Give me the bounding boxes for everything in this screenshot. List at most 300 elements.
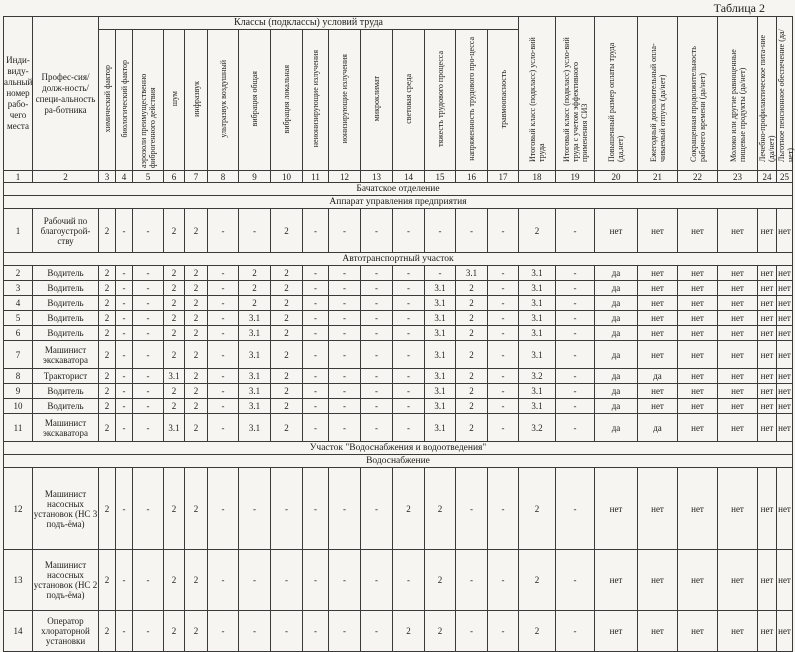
table-cell: 3.1 bbox=[239, 326, 271, 341]
table-cell: нет bbox=[777, 369, 793, 384]
table-cell: нет bbox=[638, 281, 678, 296]
table-cell: - bbox=[488, 384, 519, 399]
table-cell: 2 bbox=[185, 414, 208, 442]
table-cell: 2 bbox=[185, 341, 208, 369]
table-cell: нет bbox=[758, 414, 777, 442]
table-cell: да bbox=[595, 266, 638, 281]
table-cell: 2 bbox=[271, 209, 303, 253]
table-cell: - bbox=[208, 281, 239, 296]
table-cell: - bbox=[239, 468, 271, 550]
table-row bbox=[4, 414, 793, 442]
table-cell: - bbox=[488, 326, 519, 341]
table-cell: 2 bbox=[185, 550, 208, 611]
table-cell: - bbox=[361, 209, 393, 253]
table-cell: нет bbox=[758, 341, 777, 369]
table-cell: 3.1 bbox=[425, 311, 456, 326]
header-factor: аэрозоли преимущественно фиброгенного действия bbox=[133, 30, 164, 171]
table-cell: да bbox=[638, 369, 678, 384]
table-row bbox=[4, 550, 793, 611]
table-cell: - bbox=[208, 341, 239, 369]
table-cell: 2 bbox=[164, 468, 185, 550]
table-cell: 2 bbox=[185, 384, 208, 399]
table-cell: 2 bbox=[99, 399, 116, 414]
table-cell: да bbox=[595, 384, 638, 399]
table-cell: 2 bbox=[99, 311, 116, 326]
table-cell: 3.1 bbox=[239, 414, 271, 442]
table-cell: - bbox=[361, 414, 393, 442]
column-number: 7 bbox=[185, 171, 208, 183]
table-cell: - bbox=[393, 296, 425, 311]
table-cell: - bbox=[208, 611, 239, 652]
table-cell: - bbox=[116, 399, 133, 414]
table-cell: - bbox=[393, 266, 425, 281]
header-conditions-classes: Классы (подклассы) условий труда bbox=[99, 17, 519, 30]
header-increased-pay: Повышенный размер оплаты труда (да,нет) bbox=[595, 17, 638, 171]
header-factor: ультразвук воздушный bbox=[208, 30, 239, 171]
table-cell: 3.1 bbox=[425, 296, 456, 311]
header-pension: Льготное пенсионное обеспечение (да/нет) bbox=[777, 17, 793, 171]
table-cell: да bbox=[595, 341, 638, 369]
section-row bbox=[4, 196, 793, 209]
column-number: 21 bbox=[638, 171, 678, 183]
table-cell: нет bbox=[638, 468, 678, 550]
table-cell: - bbox=[393, 341, 425, 369]
table-cell: нет bbox=[638, 341, 678, 369]
table-cell: - bbox=[303, 326, 329, 341]
profession-cell: Оператор хлораторной установки bbox=[33, 611, 99, 652]
table-cell: - bbox=[329, 281, 361, 296]
table-cell: 3.1 bbox=[519, 311, 556, 326]
table-cell: 2 bbox=[519, 468, 556, 550]
table-row bbox=[4, 611, 793, 652]
column-number: 18 bbox=[519, 171, 556, 183]
workplace-number: 9 bbox=[4, 384, 33, 399]
table-cell: нет bbox=[758, 311, 777, 326]
table-cell: нет bbox=[638, 399, 678, 414]
table-cell: 2 bbox=[185, 369, 208, 384]
table-cell: 2 bbox=[185, 468, 208, 550]
table-cell: 2 bbox=[99, 384, 116, 399]
table-cell: - bbox=[329, 266, 361, 281]
table-cell: - bbox=[208, 209, 239, 253]
table-cell: нет bbox=[678, 266, 718, 281]
profession-cell: Водитель bbox=[33, 296, 99, 311]
table-cell: 3.2 bbox=[519, 369, 556, 384]
table-cell: - bbox=[133, 341, 164, 369]
table-cell: 2 bbox=[99, 209, 116, 253]
workplace-number: 8 bbox=[4, 369, 33, 384]
table-cell: - bbox=[329, 326, 361, 341]
table-cell: 2 bbox=[271, 384, 303, 399]
table-cell: нет bbox=[777, 611, 793, 652]
table-cell: нет bbox=[638, 266, 678, 281]
table-cell: 2 bbox=[164, 384, 185, 399]
profession-cell: Водитель bbox=[33, 399, 99, 414]
table-cell: - bbox=[303, 341, 329, 369]
header-therapeutic-food: Лечебно-профилактическое пита-ние (да/нет) bbox=[758, 17, 777, 171]
table-cell: - bbox=[329, 414, 361, 442]
section-title: Участок "Водоснабжения и водоотведения" bbox=[4, 442, 793, 455]
table-cell: нет bbox=[777, 296, 793, 311]
table-cell: нет bbox=[718, 311, 758, 326]
table-cell: - bbox=[556, 281, 595, 296]
table-cell: нет bbox=[777, 468, 793, 550]
table-cell: нет bbox=[758, 468, 777, 550]
profession-cell: Водитель bbox=[33, 384, 99, 399]
table-cell: - bbox=[488, 611, 519, 652]
table-cell: 2 bbox=[519, 550, 556, 611]
table-cell: 2 bbox=[164, 296, 185, 311]
table-cell: 3.1 bbox=[239, 311, 271, 326]
table-cell: 2 bbox=[271, 399, 303, 414]
table-cell: - bbox=[116, 209, 133, 253]
column-number: 20 bbox=[595, 171, 638, 183]
table-caption: Таблица 2 bbox=[713, 1, 765, 15]
table-cell: 3.1 bbox=[425, 384, 456, 399]
table-cell: - bbox=[329, 311, 361, 326]
table-cell: - bbox=[425, 266, 456, 281]
table-cell: да bbox=[595, 326, 638, 341]
table-cell: 2 bbox=[99, 468, 116, 550]
table-cell: нет bbox=[718, 266, 758, 281]
table-cell: - bbox=[133, 266, 164, 281]
table-cell: нет bbox=[678, 369, 718, 384]
profession-cell: Водитель bbox=[33, 326, 99, 341]
table-cell: - bbox=[393, 326, 425, 341]
column-number: 6 bbox=[164, 171, 185, 183]
table-cell: - bbox=[271, 468, 303, 550]
table-cell: нет bbox=[758, 281, 777, 296]
table-cell: - bbox=[361, 296, 393, 311]
column-number: 15 bbox=[425, 171, 456, 183]
column-number: 13 bbox=[361, 171, 393, 183]
table-cell: 3.1 bbox=[425, 281, 456, 296]
table-cell: 3.1 bbox=[239, 384, 271, 399]
table-cell: 2 bbox=[239, 266, 271, 281]
profession-cell: Машинист экскаватора bbox=[33, 341, 99, 369]
table-cell: - bbox=[329, 468, 361, 550]
table-cell: 3.1 bbox=[239, 399, 271, 414]
table-cell: 2 bbox=[164, 326, 185, 341]
table-cell: 3.1 bbox=[519, 341, 556, 369]
table-cell: - bbox=[488, 296, 519, 311]
table-cell: - bbox=[208, 399, 239, 414]
profession-cell: Рабочий по благоустрой-ству bbox=[33, 209, 99, 253]
table-cell: 2 bbox=[99, 611, 116, 652]
table-cell: - bbox=[208, 311, 239, 326]
table-cell: - bbox=[303, 414, 329, 442]
table-cell: нет bbox=[777, 550, 793, 611]
table-cell: 2 bbox=[185, 326, 208, 341]
header-final-class: Итоговый класс (подкласс) усло-вий труда bbox=[519, 17, 556, 171]
profession-cell: Водитель bbox=[33, 311, 99, 326]
table-cell: 3.1 bbox=[164, 369, 185, 384]
column-number: 14 bbox=[393, 171, 425, 183]
table-cell: 2 bbox=[456, 341, 488, 369]
table-cell: 2 bbox=[271, 326, 303, 341]
table-cell: 2 bbox=[164, 311, 185, 326]
table-cell: - bbox=[361, 369, 393, 384]
table-cell: - bbox=[116, 550, 133, 611]
header-factor: микроклимат bbox=[361, 30, 393, 171]
table-cell: нет bbox=[678, 296, 718, 311]
table-cell: 3.1 bbox=[519, 266, 556, 281]
table-cell: 3.1 bbox=[425, 326, 456, 341]
table-cell: - bbox=[329, 209, 361, 253]
table-cell: 3.1 bbox=[519, 296, 556, 311]
table-cell: нет bbox=[678, 611, 718, 652]
table-cell: - bbox=[133, 209, 164, 253]
table-cell: 2 bbox=[185, 611, 208, 652]
workplace-number: 12 bbox=[4, 468, 33, 550]
table-cell: - bbox=[556, 209, 595, 253]
header-workplace-number: Инди-виду-альный номер рабо-чего места bbox=[4, 17, 33, 171]
table-cell: - bbox=[116, 414, 133, 442]
table-cell: нет bbox=[758, 296, 777, 311]
table-cell: - bbox=[208, 326, 239, 341]
table-cell: нет bbox=[758, 550, 777, 611]
table-cell: - bbox=[556, 326, 595, 341]
table-cell: - bbox=[133, 326, 164, 341]
table-cell: 3.1 bbox=[425, 341, 456, 369]
table-cell: - bbox=[116, 296, 133, 311]
table-cell: - bbox=[271, 550, 303, 611]
table-cell: - bbox=[133, 399, 164, 414]
table-cell: 2 bbox=[99, 369, 116, 384]
table-cell: да bbox=[595, 296, 638, 311]
column-number: 17 bbox=[488, 171, 519, 183]
table-cell: 2 bbox=[99, 550, 116, 611]
table-cell: - bbox=[456, 550, 488, 611]
table-cell: - bbox=[116, 311, 133, 326]
table-cell: 2 bbox=[271, 311, 303, 326]
table-cell: 2 bbox=[271, 369, 303, 384]
table-cell: - bbox=[361, 281, 393, 296]
table-cell: 2 bbox=[99, 296, 116, 311]
table-cell: 2 bbox=[99, 341, 116, 369]
table-cell: 2 bbox=[456, 296, 488, 311]
column-number: 12 bbox=[329, 171, 361, 183]
table-cell: - bbox=[116, 384, 133, 399]
table-cell: нет bbox=[758, 384, 777, 399]
table-cell: нет bbox=[595, 209, 638, 253]
column-number: 5 bbox=[133, 171, 164, 183]
table-cell: 2 bbox=[271, 281, 303, 296]
table-cell: нет bbox=[758, 266, 777, 281]
table-cell: - bbox=[556, 341, 595, 369]
table-cell: нет bbox=[678, 414, 718, 442]
table-cell: 2 bbox=[425, 468, 456, 550]
table-cell: 2 bbox=[185, 296, 208, 311]
table-cell: 2 bbox=[456, 369, 488, 384]
profession-cell: Машинист экскаватора bbox=[33, 414, 99, 442]
header-factor: химический фактор bbox=[99, 30, 116, 171]
table-cell: - bbox=[303, 266, 329, 281]
table-cell: - bbox=[303, 281, 329, 296]
table-cell: 2 bbox=[99, 281, 116, 296]
table-cell: - bbox=[393, 369, 425, 384]
header-reduced-hours: Сокращенная продолжительность рабочего времени (да/нет) bbox=[678, 17, 718, 171]
column-number: 9 bbox=[239, 171, 271, 183]
table-cell: - bbox=[361, 550, 393, 611]
table-cell: нет bbox=[638, 384, 678, 399]
table-cell: нет bbox=[777, 281, 793, 296]
header-factor: инфразвук bbox=[185, 30, 208, 171]
table-cell: 2 bbox=[164, 209, 185, 253]
table-cell: - bbox=[556, 611, 595, 652]
table-cell: нет bbox=[638, 326, 678, 341]
table-cell: нет bbox=[777, 266, 793, 281]
table-cell: 2 bbox=[164, 399, 185, 414]
column-number: 3 bbox=[99, 171, 116, 183]
table-cell: - bbox=[556, 384, 595, 399]
table-cell: - bbox=[208, 266, 239, 281]
table-cell: - bbox=[303, 311, 329, 326]
table-cell: 2 bbox=[271, 414, 303, 442]
table-cell: - bbox=[133, 311, 164, 326]
table-cell: нет bbox=[777, 414, 793, 442]
table-cell: нет bbox=[678, 399, 718, 414]
table-cell: - bbox=[488, 468, 519, 550]
table-cell: - bbox=[239, 611, 271, 652]
table-cell: нет bbox=[638, 611, 678, 652]
table-cell: 2 bbox=[519, 611, 556, 652]
profession-cell: Машинист насосных установок (НС 2 подъ-ёма) bbox=[33, 550, 99, 611]
table-cell: 2 bbox=[271, 296, 303, 311]
table-cell: нет bbox=[638, 296, 678, 311]
table-cell: нет bbox=[678, 384, 718, 399]
table-cell: нет bbox=[638, 550, 678, 611]
header-factor: травмоопасность bbox=[488, 30, 519, 171]
table-cell: - bbox=[361, 468, 393, 550]
column-number: 4 bbox=[116, 171, 133, 183]
column-number: 2 bbox=[33, 171, 99, 183]
table-cell: 2 bbox=[185, 281, 208, 296]
table-cell: 2 bbox=[164, 341, 185, 369]
table-cell: 2 bbox=[271, 266, 303, 281]
workplace-number: 13 bbox=[4, 550, 33, 611]
table-cell: - bbox=[303, 209, 329, 253]
column-number: 23 bbox=[718, 171, 758, 183]
table-cell: - bbox=[488, 341, 519, 369]
table-cell: 3.2 bbox=[519, 414, 556, 442]
table-cell: нет bbox=[777, 311, 793, 326]
table-cell: 2 bbox=[456, 414, 488, 442]
table-cell: - bbox=[208, 468, 239, 550]
header-factor: вибрация локальная bbox=[271, 30, 303, 171]
workplace-number: 10 bbox=[4, 399, 33, 414]
table-cell: 2 bbox=[185, 311, 208, 326]
table-cell: - bbox=[116, 266, 133, 281]
table-cell: - bbox=[271, 611, 303, 652]
table-cell: нет bbox=[718, 468, 758, 550]
table-cell: нет bbox=[777, 209, 793, 253]
table-cell: нет bbox=[718, 399, 758, 414]
table-cell: - bbox=[303, 550, 329, 611]
table-cell: нет bbox=[718, 296, 758, 311]
table-cell: - bbox=[116, 281, 133, 296]
header-factor: тяжесть трудового процесса bbox=[425, 30, 456, 171]
table-cell: - bbox=[361, 399, 393, 414]
table-cell: - bbox=[556, 414, 595, 442]
table-cell: - bbox=[116, 341, 133, 369]
section-title: Аппарат управления предприятия bbox=[4, 196, 793, 209]
table-row bbox=[4, 384, 793, 399]
header-factor: напряженность трудового про-цесса bbox=[456, 30, 488, 171]
table-cell: 3.1 bbox=[239, 341, 271, 369]
table-cell: - bbox=[208, 369, 239, 384]
workplace-number: 2 bbox=[4, 266, 33, 281]
table-cell: нет bbox=[758, 399, 777, 414]
header-factor: шум bbox=[164, 30, 185, 171]
table-cell: 2 bbox=[164, 281, 185, 296]
section-title: Автотранспортный участок bbox=[4, 253, 793, 266]
table-cell: 2 bbox=[99, 266, 116, 281]
table-cell: - bbox=[488, 311, 519, 326]
header-milk: Молоко или другие равноценные пищевые продукты (да/нет) bbox=[718, 17, 758, 171]
table-cell: 2 bbox=[99, 414, 116, 442]
table-cell: - bbox=[556, 266, 595, 281]
table-cell: - bbox=[488, 399, 519, 414]
table-cell: 3.1 bbox=[425, 414, 456, 442]
table-cell: - bbox=[556, 468, 595, 550]
table-cell: 2 bbox=[456, 281, 488, 296]
table-cell: - bbox=[361, 266, 393, 281]
table-cell: - bbox=[133, 281, 164, 296]
table-cell: - bbox=[208, 296, 239, 311]
header-final-class-siz: Итоговый класс (подкласс) усло-вий труда с учетом эффективного применения СИЗ bbox=[556, 17, 595, 171]
column-number: 24 bbox=[758, 171, 777, 183]
table-cell: нет bbox=[595, 468, 638, 550]
table-cell: 3.1 bbox=[519, 281, 556, 296]
table-cell: - bbox=[393, 311, 425, 326]
table-cell: 2 bbox=[456, 326, 488, 341]
table-row bbox=[4, 326, 793, 341]
table-cell: 2 bbox=[239, 296, 271, 311]
profession-cell: Водитель bbox=[33, 281, 99, 296]
table-row bbox=[4, 311, 793, 326]
table-cell: - bbox=[456, 611, 488, 652]
table-cell: - bbox=[393, 550, 425, 611]
workplace-number: 6 bbox=[4, 326, 33, 341]
table-cell: нет bbox=[777, 384, 793, 399]
table-cell: нет bbox=[595, 611, 638, 652]
header-profession: Профес-сия/долж-ность/специ-альность ра-ботника bbox=[33, 17, 99, 171]
table-cell: - bbox=[488, 209, 519, 253]
table-cell: 3.1 bbox=[239, 369, 271, 384]
table-cell: 2 bbox=[99, 326, 116, 341]
table-cell: 2 bbox=[164, 611, 185, 652]
table-cell: - bbox=[361, 341, 393, 369]
table-cell: - bbox=[239, 550, 271, 611]
section-title: Бачатское отделение bbox=[4, 183, 793, 196]
table-cell: - bbox=[208, 414, 239, 442]
table-cell: - bbox=[329, 369, 361, 384]
table-cell: 3.1 bbox=[456, 266, 488, 281]
table-cell: нет bbox=[718, 341, 758, 369]
table-cell: - bbox=[133, 384, 164, 399]
table-cell: да bbox=[595, 311, 638, 326]
table-cell: - bbox=[361, 611, 393, 652]
table-cell: - bbox=[329, 384, 361, 399]
table-cell: - bbox=[393, 384, 425, 399]
table-cell: нет bbox=[718, 611, 758, 652]
table-cell: 3.1 bbox=[425, 399, 456, 414]
table-cell: нет bbox=[678, 281, 718, 296]
working-conditions-table bbox=[3, 16, 793, 652]
table-cell: - bbox=[329, 296, 361, 311]
column-number: 1 bbox=[4, 171, 33, 183]
